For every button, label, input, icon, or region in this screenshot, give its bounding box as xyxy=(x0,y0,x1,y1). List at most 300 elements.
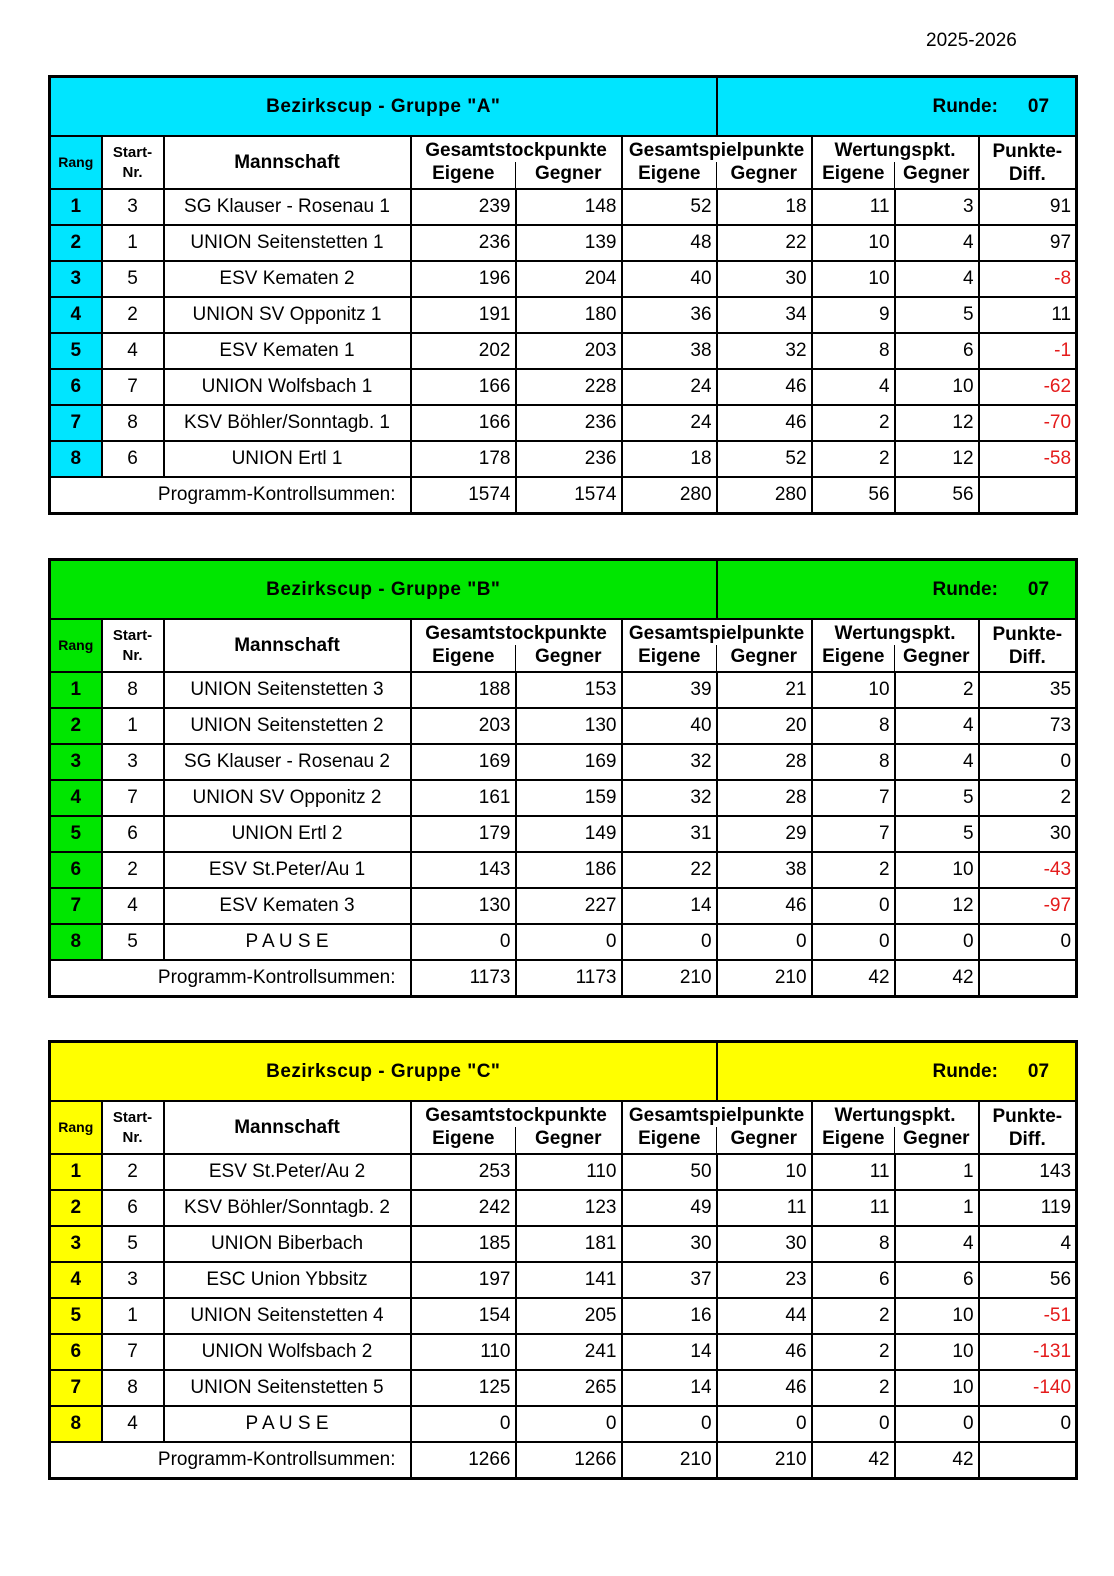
team-name-cell: UNION Ertl 2 xyxy=(164,816,411,852)
table-row xyxy=(50,1226,1077,1262)
team-name-cell: ESV Kematen 2 xyxy=(164,261,411,297)
rank-cell: 7 xyxy=(50,405,102,441)
start-nr-cell: 7 xyxy=(102,1334,164,1370)
table-row xyxy=(50,261,1077,297)
rank-cell: 2 xyxy=(50,1190,102,1226)
round-indicator xyxy=(717,1042,1077,1102)
standings-table xyxy=(48,1040,1078,1480)
wert-gegner-cell: 5 xyxy=(895,297,979,333)
table-row xyxy=(50,924,1077,960)
start-nr-cell: 6 xyxy=(102,1190,164,1226)
group-title: Bezirkscup - Gruppe "B" xyxy=(50,560,717,620)
start-nr-cell: 3 xyxy=(102,189,164,225)
table-row xyxy=(50,1190,1077,1226)
spiel-gegner-cell: 20 xyxy=(717,708,812,744)
wert-eigene-cell: 2 xyxy=(812,852,895,888)
rank-cell: 6 xyxy=(50,1334,102,1370)
wert-gegner-cell: 4 xyxy=(895,261,979,297)
spiel-eigene-cell: 30 xyxy=(622,1226,717,1262)
spiel-eigene-cell: 49 xyxy=(622,1190,717,1226)
spiel-gegner-cell: 46 xyxy=(717,1334,812,1370)
wert-eigene-cell: 10 xyxy=(812,225,895,261)
stock-gegner-cell: 130 xyxy=(516,708,622,744)
spiel-eigene-cell: 39 xyxy=(622,672,717,708)
header-spiel-gegner: Gegner xyxy=(717,1127,812,1154)
spiel-gegner-cell: 30 xyxy=(717,261,812,297)
spiel-eigene-cell: 14 xyxy=(622,888,717,924)
checksum-wert-gegner: 56 xyxy=(895,477,979,514)
wert-gegner-cell: 12 xyxy=(895,888,979,924)
start-nr-cell: 5 xyxy=(102,924,164,960)
spiel-gegner-cell: 0 xyxy=(717,1406,812,1442)
rank-cell: 5 xyxy=(50,333,102,369)
start-nr-cell: 1 xyxy=(102,225,164,261)
stock-gegner-cell: 149 xyxy=(516,816,622,852)
punkte-diff-cell: -51 xyxy=(979,1298,1077,1334)
spiel-eigene-cell: 50 xyxy=(622,1154,717,1190)
header-spiel-gegner: Gegner xyxy=(717,645,812,672)
header-spiel-eigene: Eigene xyxy=(622,645,717,672)
wert-gegner-cell: 3 xyxy=(895,189,979,225)
standings-table xyxy=(48,75,1078,515)
wert-eigene-cell: 6 xyxy=(812,1262,895,1298)
spiel-eigene-cell: 32 xyxy=(622,780,717,816)
spiel-eigene-cell: 14 xyxy=(622,1370,717,1406)
header-punkte-diff xyxy=(979,1101,1077,1154)
header-diff-line2: Diff. xyxy=(1008,163,1046,185)
wert-eigene-cell: 7 xyxy=(812,780,895,816)
wert-gegner-cell: 1 xyxy=(895,1154,979,1190)
stock-eigene-cell: 154 xyxy=(411,1298,516,1334)
stock-eigene-cell: 185 xyxy=(411,1226,516,1262)
table-row xyxy=(50,333,1077,369)
punkte-diff-cell: 97 xyxy=(979,225,1077,261)
team-name-cell: ESC Union Ybbsitz xyxy=(164,1262,411,1298)
stock-eigene-cell: 236 xyxy=(411,225,516,261)
punkte-diff-cell: 119 xyxy=(979,1190,1077,1226)
header-stock-gegner: Gegner xyxy=(516,645,622,672)
rank-cell: 1 xyxy=(50,672,102,708)
punkte-diff-cell: 11 xyxy=(979,297,1077,333)
header-gesamtstockpunkte: Gesamtstockpunkte xyxy=(411,1101,622,1127)
stock-gegner-cell: 181 xyxy=(516,1226,622,1262)
stock-gegner-cell: 204 xyxy=(516,261,622,297)
punkte-diff-cell: -58 xyxy=(979,441,1077,477)
spiel-gegner-cell: 30 xyxy=(717,1226,812,1262)
start-nr-cell: 4 xyxy=(102,888,164,924)
start-nr-cell: 1 xyxy=(102,708,164,744)
spiel-eigene-cell: 24 xyxy=(622,369,717,405)
round-number: 07 xyxy=(1027,1060,1050,1082)
wert-gegner-cell: 10 xyxy=(895,1370,979,1406)
wert-eigene-cell: 10 xyxy=(812,672,895,708)
stock-gegner-cell: 203 xyxy=(516,333,622,369)
rank-cell: 4 xyxy=(50,1262,102,1298)
stock-eigene-cell: 202 xyxy=(411,333,516,369)
spiel-gegner-cell: 18 xyxy=(717,189,812,225)
start-nr-cell: 8 xyxy=(102,1370,164,1406)
punkte-diff-cell: 56 xyxy=(979,1262,1077,1298)
spiel-gegner-cell: 21 xyxy=(717,672,812,708)
round-label: Runde: xyxy=(932,578,998,600)
table-row xyxy=(50,1298,1077,1334)
header-diff-line2: Diff. xyxy=(1008,646,1046,668)
header-start-line1: Start- xyxy=(112,626,153,644)
checksum-row xyxy=(50,477,1077,514)
header-row xyxy=(50,136,1077,162)
start-nr-cell: 6 xyxy=(102,441,164,477)
team-name-cell: ESV Kematen 1 xyxy=(164,333,411,369)
stock-gegner-cell: 265 xyxy=(516,1370,622,1406)
wert-gegner-cell: 10 xyxy=(895,369,979,405)
wert-gegner-cell: 6 xyxy=(895,1262,979,1298)
group-table-a xyxy=(48,75,1075,515)
wert-eigene-cell: 0 xyxy=(812,924,895,960)
wert-gegner-cell: 1 xyxy=(895,1190,979,1226)
header-punkte-diff xyxy=(979,136,1077,189)
wert-gegner-cell: 4 xyxy=(895,708,979,744)
header-wertungspunkte: Wertungspkt. xyxy=(812,1101,979,1127)
group-table-c xyxy=(48,1040,1075,1480)
punkte-diff-cell: -131 xyxy=(979,1334,1077,1370)
header-wertungspunkte: Wertungspkt. xyxy=(812,136,979,162)
header-start-nr xyxy=(102,1101,164,1154)
start-nr-cell: 8 xyxy=(102,405,164,441)
wert-eigene-cell: 2 xyxy=(812,405,895,441)
header-diff-line1: Punkte- xyxy=(992,623,1063,645)
table-row xyxy=(50,297,1077,333)
header-spiel-eigene: Eigene xyxy=(622,1127,717,1154)
header-wert-eigene: Eigene xyxy=(812,645,895,672)
group-title: Bezirkscup - Gruppe "C" xyxy=(50,1042,717,1102)
header-wert-gegner: Gegner xyxy=(895,162,979,189)
header-stock-eigene: Eigene xyxy=(411,162,516,189)
stock-eigene-cell: 253 xyxy=(411,1154,516,1190)
round-number: 07 xyxy=(1027,95,1050,117)
spiel-gegner-cell: 32 xyxy=(717,333,812,369)
rank-cell: 7 xyxy=(50,1370,102,1406)
team-name-cell: UNION Seitenstetten 5 xyxy=(164,1370,411,1406)
team-name-cell: UNION Seitenstetten 4 xyxy=(164,1298,411,1334)
title-row xyxy=(50,1042,1077,1102)
spiel-gegner-cell: 29 xyxy=(717,816,812,852)
header-row xyxy=(50,1101,1077,1127)
punkte-diff-cell: -140 xyxy=(979,1370,1077,1406)
team-name-cell: UNION SV Opponitz 1 xyxy=(164,297,411,333)
spiel-eigene-cell: 24 xyxy=(622,405,717,441)
header-mannschaft: Mannschaft xyxy=(164,619,411,672)
team-name-cell: UNION Seitenstetten 3 xyxy=(164,672,411,708)
wert-eigene-cell: 8 xyxy=(812,333,895,369)
spiel-eigene-cell: 40 xyxy=(622,261,717,297)
table-row xyxy=(50,816,1077,852)
wert-eigene-cell: 10 xyxy=(812,261,895,297)
spiel-eigene-cell: 16 xyxy=(622,1298,717,1334)
spiel-gegner-cell: 46 xyxy=(717,888,812,924)
stock-gegner-cell: 153 xyxy=(516,672,622,708)
header-stock-gegner: Gegner xyxy=(516,1127,622,1154)
checksum-spiel-gegner: 280 xyxy=(717,477,812,514)
spiel-gegner-cell: 11 xyxy=(717,1190,812,1226)
spiel-eigene-cell: 36 xyxy=(622,297,717,333)
spiel-eigene-cell: 37 xyxy=(622,1262,717,1298)
header-stock-eigene: Eigene xyxy=(411,1127,516,1154)
stock-gegner-cell: 227 xyxy=(516,888,622,924)
punkte-diff-cell: 4 xyxy=(979,1226,1077,1262)
checksum-diff-empty xyxy=(979,960,1077,997)
stock-eigene-cell: 110 xyxy=(411,1334,516,1370)
start-nr-cell: 4 xyxy=(102,1406,164,1442)
wert-eigene-cell: 7 xyxy=(812,816,895,852)
round-label: Runde: xyxy=(932,1060,998,1082)
checksum-stock-gegner: 1173 xyxy=(516,960,622,997)
rank-cell: 3 xyxy=(50,261,102,297)
team-name-cell: SG Klauser - Rosenau 1 xyxy=(164,189,411,225)
punkte-diff-cell: 2 xyxy=(979,780,1077,816)
header-start-line2: Nr. xyxy=(122,646,143,664)
checksum-spiel-gegner: 210 xyxy=(717,960,812,997)
checksum-wert-eigene: 42 xyxy=(812,960,895,997)
table-row xyxy=(50,1154,1077,1190)
header-diff-line1: Punkte- xyxy=(992,140,1063,162)
table-row xyxy=(50,369,1077,405)
round-indicator xyxy=(717,560,1077,620)
wert-eigene-cell: 2 xyxy=(812,1334,895,1370)
team-name-cell: P A U S E xyxy=(164,1406,411,1442)
spiel-eigene-cell: 31 xyxy=(622,816,717,852)
header-gesamtspielpunkte: Gesamtspielpunkte xyxy=(622,1101,812,1127)
wert-gegner-cell: 12 xyxy=(895,441,979,477)
checksum-diff-empty xyxy=(979,477,1077,514)
spiel-gegner-cell: 23 xyxy=(717,1262,812,1298)
table-row xyxy=(50,405,1077,441)
punkte-diff-cell: 143 xyxy=(979,1154,1077,1190)
table-row xyxy=(50,780,1077,816)
punkte-diff-cell: 0 xyxy=(979,744,1077,780)
checksum-wert-eigene: 56 xyxy=(812,477,895,514)
stock-eigene-cell: 239 xyxy=(411,189,516,225)
team-name-cell: KSV Böhler/Sonntagb. 1 xyxy=(164,405,411,441)
stock-eigene-cell: 242 xyxy=(411,1190,516,1226)
wert-gegner-cell: 5 xyxy=(895,780,979,816)
table-row xyxy=(50,888,1077,924)
stock-eigene-cell: 197 xyxy=(411,1262,516,1298)
checksum-stock-eigene: 1266 xyxy=(411,1442,516,1479)
header-wert-eigene: Eigene xyxy=(812,162,895,189)
rank-cell: 2 xyxy=(50,225,102,261)
punkte-diff-cell: 35 xyxy=(979,672,1077,708)
rank-cell: 8 xyxy=(50,441,102,477)
team-name-cell: KSV Böhler/Sonntagb. 2 xyxy=(164,1190,411,1226)
table-row xyxy=(50,708,1077,744)
stock-eigene-cell: 130 xyxy=(411,888,516,924)
checksum-wert-eigene: 42 xyxy=(812,1442,895,1479)
wert-gegner-cell: 10 xyxy=(895,852,979,888)
wert-eigene-cell: 0 xyxy=(812,1406,895,1442)
wert-gegner-cell: 0 xyxy=(895,1406,979,1442)
wert-eigene-cell: 4 xyxy=(812,369,895,405)
spiel-gegner-cell: 0 xyxy=(717,924,812,960)
wert-eigene-cell: 2 xyxy=(812,1370,895,1406)
team-name-cell: ESV Kematen 3 xyxy=(164,888,411,924)
spiel-eigene-cell: 0 xyxy=(622,1406,717,1442)
header-start-line1: Start- xyxy=(112,1108,153,1126)
stock-gegner-cell: 228 xyxy=(516,369,622,405)
header-row xyxy=(50,619,1077,645)
start-nr-cell: 6 xyxy=(102,816,164,852)
punkte-diff-cell: 91 xyxy=(979,189,1077,225)
start-nr-cell: 3 xyxy=(102,1262,164,1298)
punkte-diff-cell: -8 xyxy=(979,261,1077,297)
team-name-cell: UNION Wolfsbach 2 xyxy=(164,1334,411,1370)
start-nr-cell: 4 xyxy=(102,333,164,369)
wert-eigene-cell: 2 xyxy=(812,441,895,477)
checksum-label: Programm-Kontrollsummen: xyxy=(50,1442,411,1479)
rank-cell: 1 xyxy=(50,1154,102,1190)
checksum-stock-eigene: 1574 xyxy=(411,477,516,514)
stock-eigene-cell: 188 xyxy=(411,672,516,708)
stock-eigene-cell: 191 xyxy=(411,297,516,333)
punkte-diff-cell: -62 xyxy=(979,369,1077,405)
start-nr-cell: 8 xyxy=(102,672,164,708)
punkte-diff-cell: -1 xyxy=(979,333,1077,369)
team-name-cell: SG Klauser - Rosenau 2 xyxy=(164,744,411,780)
standings-table xyxy=(48,558,1078,998)
table-row xyxy=(50,1334,1077,1370)
rank-cell: 7 xyxy=(50,888,102,924)
stock-gegner-cell: 159 xyxy=(516,780,622,816)
stock-gegner-cell: 241 xyxy=(516,1334,622,1370)
checksum-spiel-eigene: 280 xyxy=(622,477,717,514)
start-nr-cell: 2 xyxy=(102,1154,164,1190)
spiel-gegner-cell: 46 xyxy=(717,405,812,441)
wert-gegner-cell: 10 xyxy=(895,1298,979,1334)
spiel-gegner-cell: 44 xyxy=(717,1298,812,1334)
stock-gegner-cell: 148 xyxy=(516,189,622,225)
table-row xyxy=(50,441,1077,477)
header-start-nr xyxy=(102,136,164,189)
header-rang: Rang xyxy=(50,1101,102,1154)
start-nr-cell: 5 xyxy=(102,261,164,297)
team-name-cell: UNION Wolfsbach 1 xyxy=(164,369,411,405)
group-title: Bezirkscup - Gruppe "A" xyxy=(50,77,717,137)
checksum-stock-eigene: 1173 xyxy=(411,960,516,997)
spiel-gegner-cell: 38 xyxy=(717,852,812,888)
table-row xyxy=(50,1370,1077,1406)
checksum-spiel-gegner: 210 xyxy=(717,1442,812,1479)
team-name-cell: UNION Biberbach xyxy=(164,1226,411,1262)
stock-gegner-cell: 141 xyxy=(516,1262,622,1298)
round-number: 07 xyxy=(1027,578,1050,600)
wert-gegner-cell: 4 xyxy=(895,744,979,780)
header-mannschaft: Mannschaft xyxy=(164,136,411,189)
start-nr-cell: 2 xyxy=(102,297,164,333)
spiel-eigene-cell: 48 xyxy=(622,225,717,261)
start-nr-cell: 7 xyxy=(102,369,164,405)
header-wertungspunkte: Wertungspkt. xyxy=(812,619,979,645)
stock-eigene-cell: 203 xyxy=(411,708,516,744)
wert-gegner-cell: 6 xyxy=(895,333,979,369)
header-wert-eigene: Eigene xyxy=(812,1127,895,1154)
checksum-wert-gegner: 42 xyxy=(895,1442,979,1479)
spiel-eigene-cell: 18 xyxy=(622,441,717,477)
stock-gegner-cell: 0 xyxy=(516,924,622,960)
wert-gegner-cell: 2 xyxy=(895,672,979,708)
wert-gegner-cell: 4 xyxy=(895,1226,979,1262)
table-row xyxy=(50,672,1077,708)
spiel-gegner-cell: 22 xyxy=(717,225,812,261)
rank-cell: 3 xyxy=(50,1226,102,1262)
wert-gegner-cell: 12 xyxy=(895,405,979,441)
table-row xyxy=(50,744,1077,780)
team-name-cell: ESV St.Peter/Au 1 xyxy=(164,852,411,888)
spiel-eigene-cell: 52 xyxy=(622,189,717,225)
rank-cell: 4 xyxy=(50,780,102,816)
stock-gegner-cell: 180 xyxy=(516,297,622,333)
header-spiel-gegner: Gegner xyxy=(717,162,812,189)
header-punkte-diff xyxy=(979,619,1077,672)
header-start-line2: Nr. xyxy=(122,163,143,181)
stock-gegner-cell: 205 xyxy=(516,1298,622,1334)
start-nr-cell: 3 xyxy=(102,744,164,780)
rank-cell: 8 xyxy=(50,1406,102,1442)
checksum-spiel-eigene: 210 xyxy=(622,960,717,997)
header-rang: Rang xyxy=(50,619,102,672)
checksum-stock-gegner: 1574 xyxy=(516,477,622,514)
header-diff-line1: Punkte- xyxy=(992,1105,1063,1127)
season-label: 2025-2026 xyxy=(926,30,1017,51)
team-name-cell: P A U S E xyxy=(164,924,411,960)
rank-cell: 4 xyxy=(50,297,102,333)
spiel-eigene-cell: 40 xyxy=(622,708,717,744)
rank-cell: 1 xyxy=(50,189,102,225)
round-indicator xyxy=(717,77,1077,137)
punkte-diff-cell: -97 xyxy=(979,888,1077,924)
start-nr-cell: 5 xyxy=(102,1226,164,1262)
team-name-cell: ESV St.Peter/Au 2 xyxy=(164,1154,411,1190)
stock-eigene-cell: 125 xyxy=(411,1370,516,1406)
title-row xyxy=(50,560,1077,620)
wert-eigene-cell: 9 xyxy=(812,297,895,333)
spiel-gegner-cell: 34 xyxy=(717,297,812,333)
team-name-cell: UNION SV Opponitz 2 xyxy=(164,780,411,816)
start-nr-cell: 1 xyxy=(102,1298,164,1334)
checksum-diff-empty xyxy=(979,1442,1077,1479)
header-gesamtstockpunkte: Gesamtstockpunkte xyxy=(411,619,622,645)
table-row xyxy=(50,1262,1077,1298)
checksum-spiel-eigene: 210 xyxy=(622,1442,717,1479)
stock-gegner-cell: 0 xyxy=(516,1406,622,1442)
stock-gegner-cell: 186 xyxy=(516,852,622,888)
wert-gegner-cell: 0 xyxy=(895,924,979,960)
stock-eigene-cell: 169 xyxy=(411,744,516,780)
stock-gegner-cell: 236 xyxy=(516,405,622,441)
punkte-diff-cell: 0 xyxy=(979,1406,1077,1442)
wert-eigene-cell: 11 xyxy=(812,1154,895,1190)
rank-cell: 8 xyxy=(50,924,102,960)
wert-eigene-cell: 8 xyxy=(812,744,895,780)
checksum-label: Programm-Kontrollsummen: xyxy=(50,960,411,997)
header-stock-eigene: Eigene xyxy=(411,645,516,672)
title-row xyxy=(50,77,1077,137)
spiel-gegner-cell: 28 xyxy=(717,780,812,816)
stock-eigene-cell: 178 xyxy=(411,441,516,477)
wert-eigene-cell: 0 xyxy=(812,888,895,924)
wert-gegner-cell: 4 xyxy=(895,225,979,261)
start-nr-cell: 7 xyxy=(102,780,164,816)
rank-cell: 2 xyxy=(50,708,102,744)
round-label: Runde: xyxy=(932,95,998,117)
